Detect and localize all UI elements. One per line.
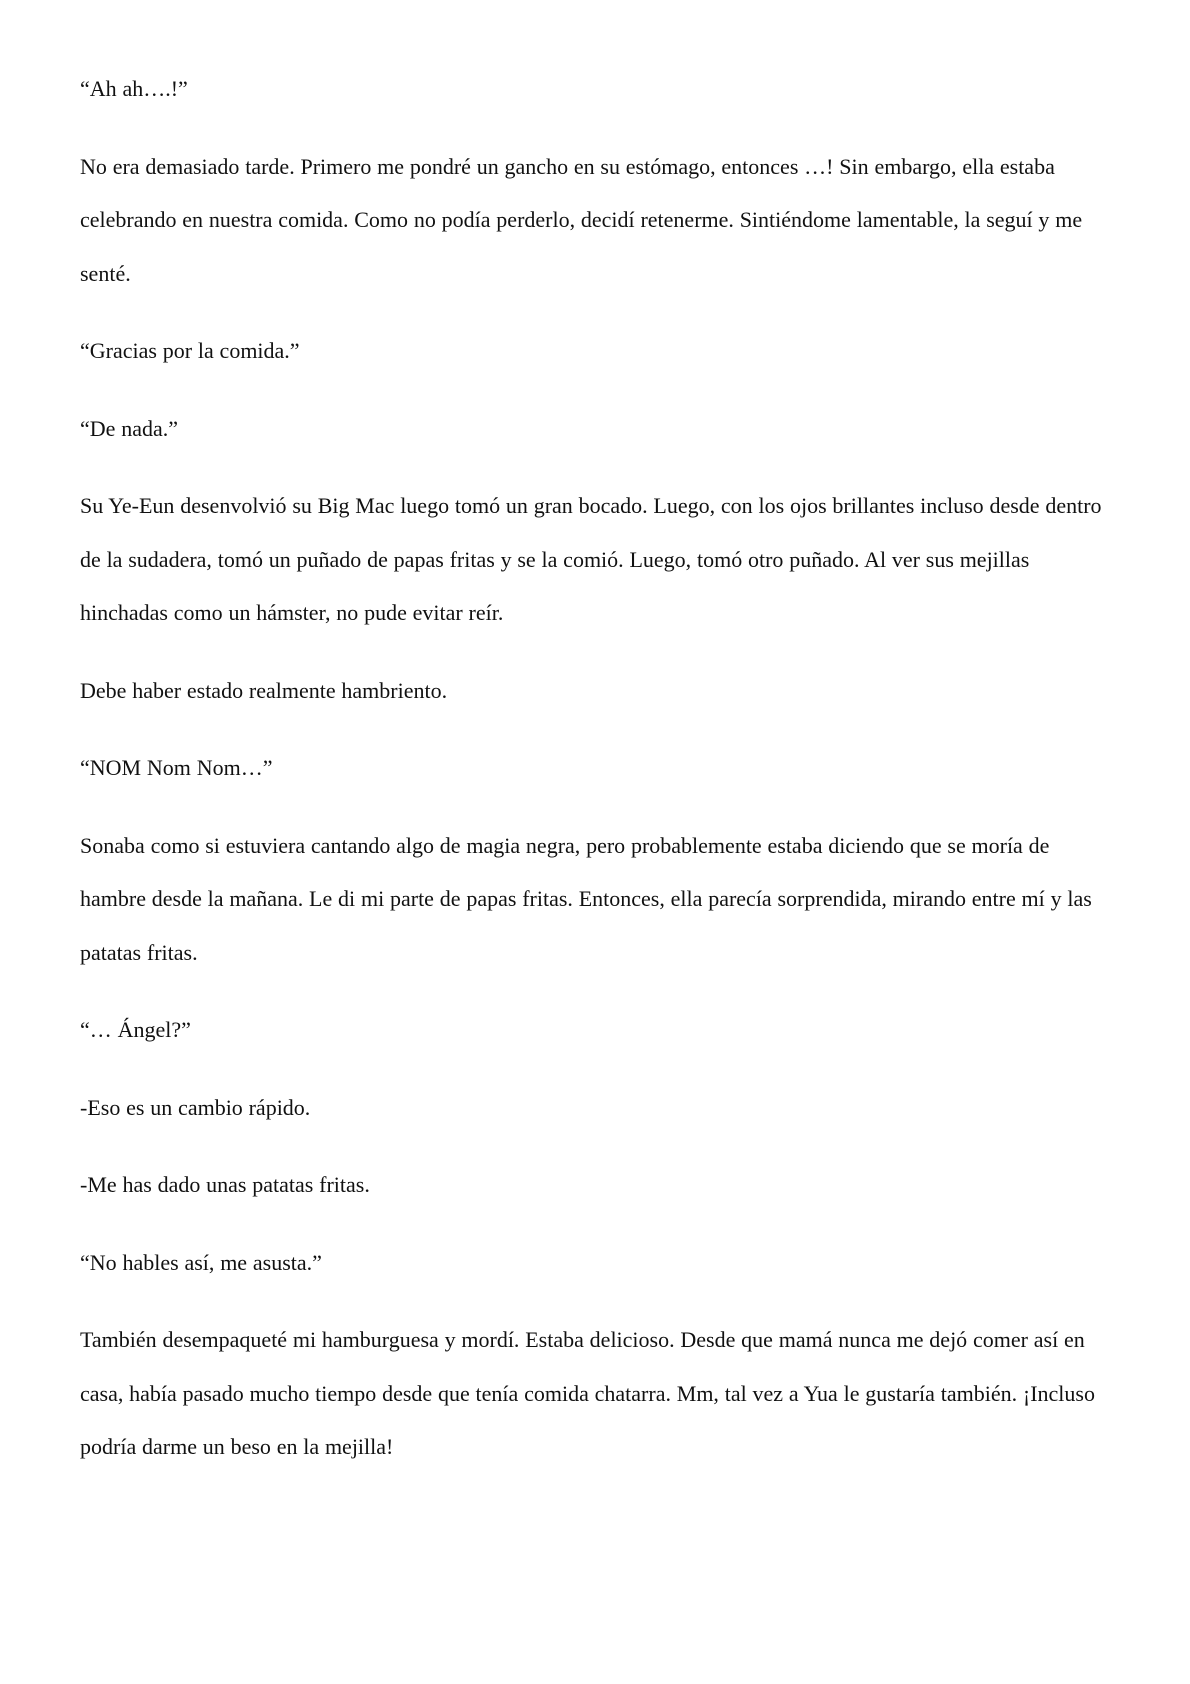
paragraph-dialogue-quick-change: -Eso es un cambio rápido. bbox=[80, 1094, 311, 1120]
document-page bbox=[80, 62, 1120, 1498]
paragraph-dialogue-angel: “… Ángel?” bbox=[80, 1017, 191, 1042]
paragraph-narration-4: Sonaba como si estuviera cantando algo de magia negra, pero probablemente estaba diciendo que se moría de hambre desde la mañana. Le di mi parte de papas fritas. Entonces, ella parecía sorprendida, mirando entre mí y las patatas fritas. bbox=[80, 832, 1092, 965]
paragraph-dialogue-nom: “NOM Nom Nom…” bbox=[80, 755, 273, 780]
paragraph-dialogue-fries: -Me has dado unas patatas fritas. bbox=[80, 1172, 370, 1197]
paragraph-dialogue-welcome: “De nada.” bbox=[80, 415, 179, 441]
paragraph-narration-1: No era demasiado tarde. Primero me pondré un gancho en su estómago, entonces …! Sin embargo, ella estaba celebrando en nuestra comida. Como no podía perderlo, decidí retenerme. Sintiéndome lamentable, la seguí y me senté. bbox=[80, 153, 1083, 286]
paragraph-narration-5: También desempaqueté mi hamburguesa y mordí. Estaba delicioso. Desde que mamá nunca me dejó comer así en casa, había pasado mucho tiempo desde que tenía comida chatarra. Mm, tal vez a Yua le gustaría también. ¡Incluso podría darme un beso en la mejilla! bbox=[80, 1327, 1095, 1459]
paragraph-dialogue-scared: “No hables así, me asusta.” bbox=[80, 1249, 322, 1275]
paragraph-exclamation: “Ah ah….!” bbox=[80, 76, 188, 101]
paragraph-narration-2: Su Ye-Eun desenvolvió su Big Mac luego tomó un gran bocado. Luego, con los ojos brillantes incluso desde dentro de la sudadera, tomó un puñado de papas fritas y se la comió. Luego, tomó otro puñado. Al ver sus mejillas hinchadas como un hámster, no pude evitar reír. bbox=[80, 493, 1102, 625]
paragraph-dialogue-thanks: “Gracias por la comida.” bbox=[80, 338, 300, 363]
paragraph-narration-3: Debe haber estado realmente hambriento. bbox=[80, 677, 448, 703]
